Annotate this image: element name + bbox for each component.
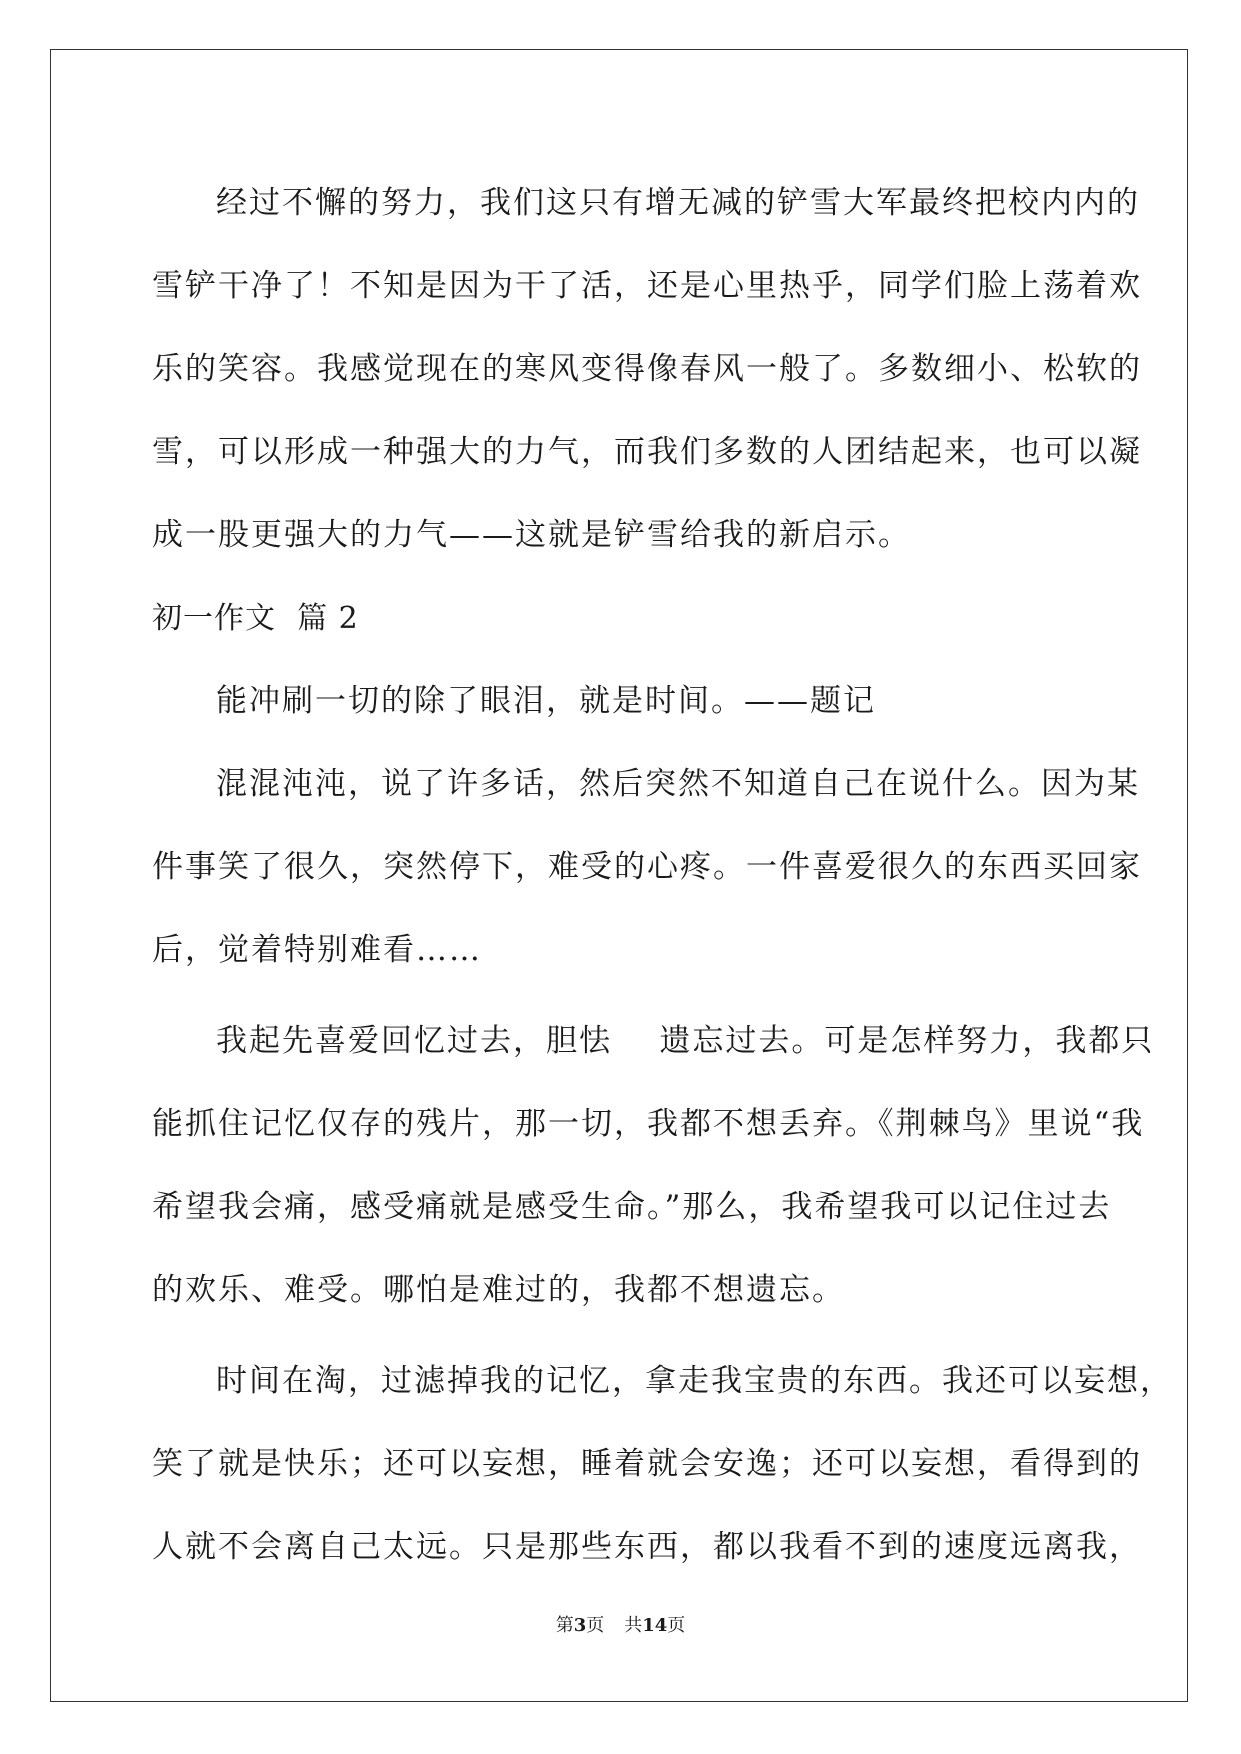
text-line: 能冲刷一切的除了眼泪，就是时间。——题记 xyxy=(216,683,876,719)
text-line: 时间在淘，过滤掉我的记忆，拿走我宝贵的东西。我还可以妄想， xyxy=(216,1363,1173,1399)
page-number: 3 xyxy=(573,1615,587,1636)
paragraph xyxy=(152,1000,1155,1332)
text-line: 乐的笑容。我感觉现在的寒风变得像春风一般了。多数细小、松软的 xyxy=(152,351,1142,387)
document-body xyxy=(152,162,1173,1589)
text-line: 我起先喜爱回忆过去，胆怯 遗忘过去。可是怎样努力，我都只 xyxy=(216,1023,1155,1059)
text-line: 人就不会离自己太远。只是那些东西，都以我看不到的速度远离我， xyxy=(152,1529,1142,1565)
paragraph xyxy=(152,743,1142,992)
paragraph xyxy=(152,660,1092,743)
text-line: 后，觉着特别难看…… xyxy=(152,932,482,968)
paragraph xyxy=(152,162,1142,577)
paragraph xyxy=(152,1340,1173,1589)
page-label-suffix: 页 xyxy=(586,1615,605,1636)
text-line: 的欢乐、难受。哪怕是难过的，我都不想遗忘。 xyxy=(152,1272,845,1308)
text-line: 经过不懈的努力，我们这只有增无减的铲雪大军最终把校内内的 xyxy=(216,185,1140,221)
total-label-prefix: 共 xyxy=(624,1615,643,1636)
text-line: 混混沌沌，说了许多话，然后突然不知道自己在说什么。因为某 xyxy=(216,766,1140,802)
text-line: 雪，可以形成一种强大的力气，而我们多数的人团结起来，也可以凝 xyxy=(152,434,1142,470)
page-footer xyxy=(0,1611,1241,1637)
text-line: 笑了就是快乐；还可以妄想，睡着就会安逸；还可以妄想，看得到的 xyxy=(152,1446,1142,1482)
text-line: 雪铲干净了！不知是因为干了活，还是心里热乎，同学们脸上荡着欢 xyxy=(152,268,1142,304)
text-line: 希望我会痛，感受痛就是感受生命。”那么，我希望我可以记住过去 xyxy=(152,1189,1112,1225)
section-heading: 初一作文 篇 2 xyxy=(152,601,359,636)
total-label-suffix: 页 xyxy=(667,1615,686,1636)
text-line: 能抓住记忆仅存的残片，那一切，我都不想丢弃。《荆棘鸟》里说“我 xyxy=(152,1106,1145,1142)
text-line: 成一股更强大的力气——这就是铲雪给我的新启示。 xyxy=(152,517,911,553)
text-line: 件事笑了很久，突然停下，难受的心疼。一件喜爱很久的东西买回家 xyxy=(152,849,1142,885)
total-pages: 14 xyxy=(642,1615,668,1636)
page-label-prefix: 第 xyxy=(555,1615,574,1636)
